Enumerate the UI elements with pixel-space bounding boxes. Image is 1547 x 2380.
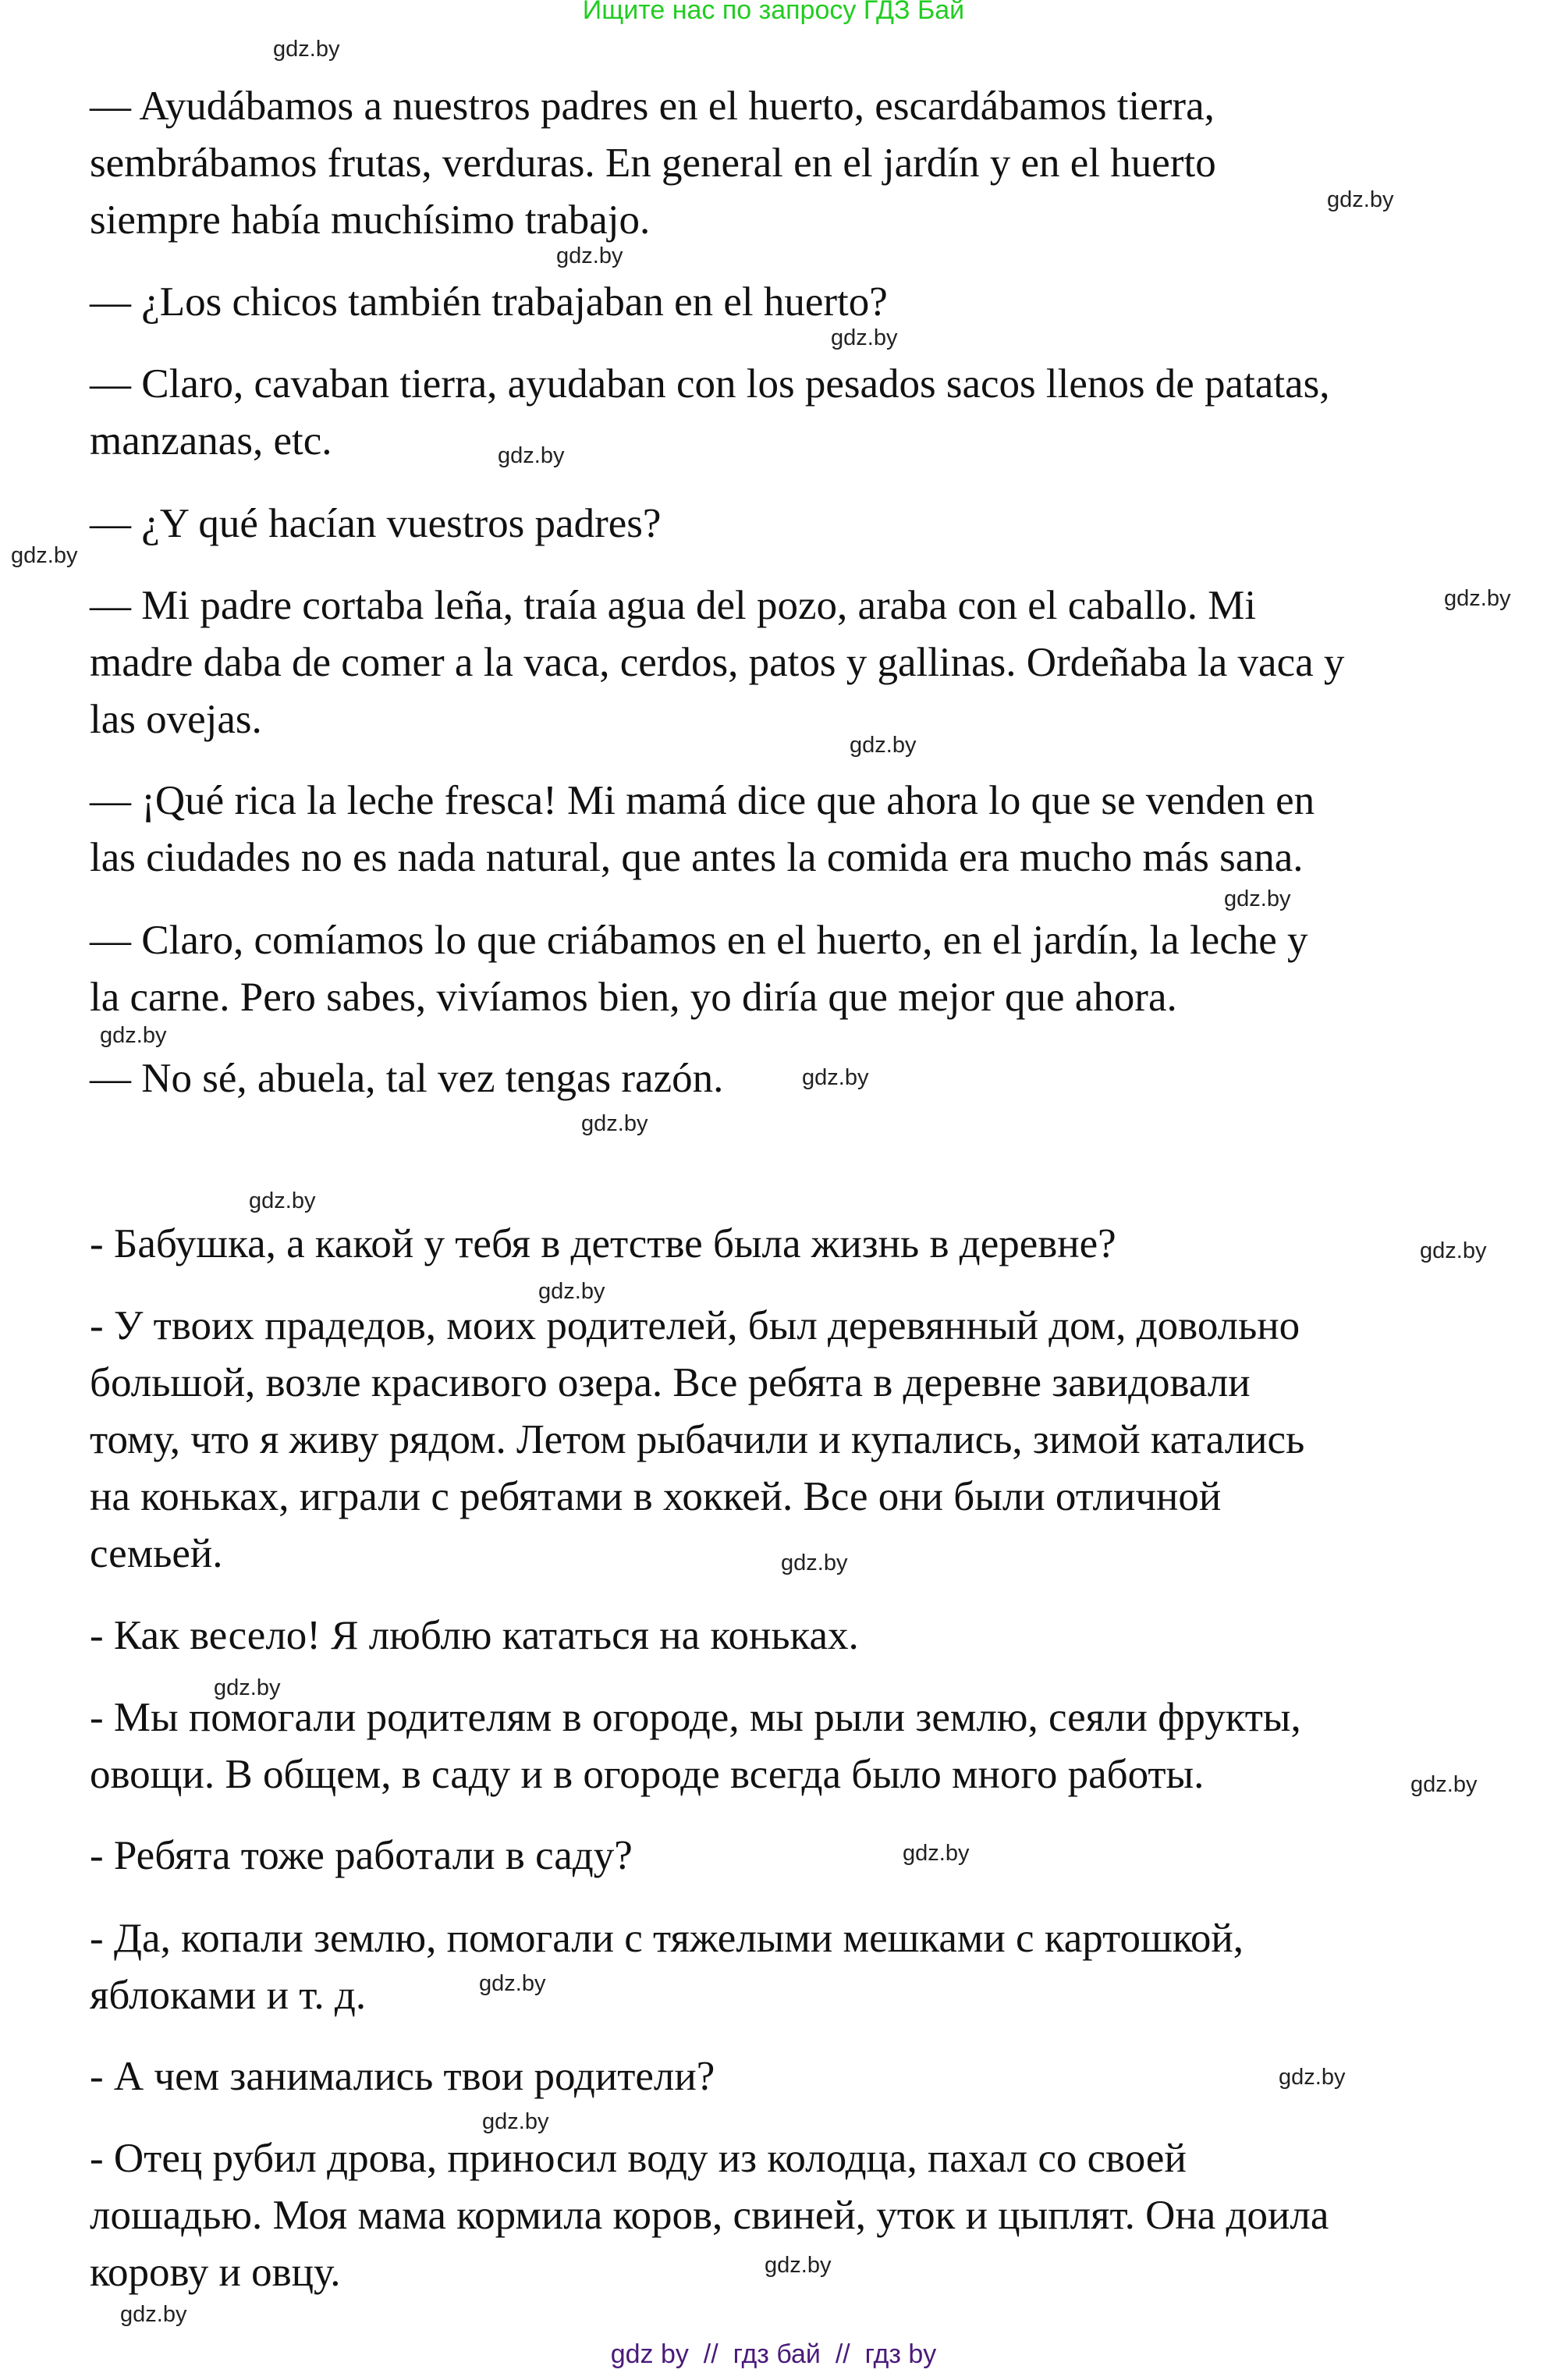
text-line: - А чем занимались твои родители? [90, 2054, 715, 2099]
text-line: — No sé, abuela, tal vez tengas razón. [90, 1056, 724, 1101]
watermark-label: gdz.by [556, 243, 623, 268]
text-line: - Как весело! Я люблю кататься на коньках. [90, 1613, 859, 1658]
text-line: manzanas, etc. [90, 418, 332, 464]
text-line: на коньках, играли с ребятами в хоккей. Все они были отличной [90, 1474, 1222, 1519]
watermark-label: gdz.by [479, 1971, 546, 1996]
watermark-label: gdz.by [831, 325, 898, 350]
text-line: siempre había muchísimo trabajo. [90, 197, 651, 243]
dialogue-paragraph [90, 1050, 723, 1107]
text-line: — Mi padre cortaba leña, traía agua del pozo, araba con el caballo. Mi [90, 583, 1257, 628]
watermark-label: gdz.by [781, 1551, 848, 1575]
dialogue-paragraph [90, 1689, 1301, 1803]
text-line: — ¿Y qué hacían vuestros padres? [90, 501, 662, 546]
dialogue-paragraph [90, 2048, 715, 2105]
watermark-label: gdz.by [1327, 187, 1394, 212]
text-line: - У твоих прадедов, моих родителей, был деревянный дом, довольно [90, 1303, 1300, 1348]
text-line: madre daba de comer a la vaca, cerdos, patos y gallinas. Ordeñaba la vaca y [90, 640, 1345, 685]
dialogue-paragraph [90, 1910, 1244, 2024]
watermark-label: gdz.by [273, 37, 340, 62]
text-line: — Claro, cavaban tierra, ayudaban con los pesados sacos llenos de patatas, [90, 361, 1330, 407]
dialogue-paragraph [90, 496, 661, 552]
dialogue-paragraph [90, 912, 1308, 1026]
text-line: las ovejas. [90, 697, 262, 742]
text-line: лошадью. Моя мама кормила коров, свиней, уток и цыплят. Она доила [90, 2193, 1329, 2238]
watermark-label: gdz.by [1279, 2065, 1346, 2090]
watermark-label: gdz.by [11, 543, 78, 568]
text-line: - Мы помогали родителям в огороде, мы рыли землю, сеяли фрукты, [90, 1695, 1301, 1740]
text-line: — ¡Qué rica la leche fresca! Mi mamá dice que ahora lo que se venden en [90, 778, 1315, 823]
text-line: яблоками и т. д. [90, 1973, 367, 2018]
watermark-label: gdz.by [581, 1111, 648, 1136]
text-line: овощи. В общем, в саду и в огороде всегда было много работы. [90, 1752, 1205, 1797]
text-line: la carne. Pero sabes, vivíamos bien, yo diría que mejor que ahora. [90, 975, 1177, 1020]
watermark-label: gdz.by [498, 443, 565, 468]
dialogue-paragraph [90, 2130, 1329, 2301]
watermark-label: gdz.by [538, 1279, 605, 1304]
text-line: - Ребята тоже работали в саду? [90, 1833, 633, 1878]
dialogue-paragraph [90, 773, 1315, 886]
text-line: семьей. [90, 1531, 223, 1576]
watermark-label: gdz.by [120, 2302, 187, 2327]
dialogue-paragraph [90, 1298, 1304, 1583]
watermark-label: gdz.by [100, 1023, 167, 1048]
watermark-label: gdz.by [1420, 1238, 1487, 1263]
text-line: las ciudades no es nada natural, que antes la comida era mucho más sana. [90, 835, 1304, 880]
dialogue-paragraph [90, 356, 1329, 470]
watermark-label: gdz.by [765, 2253, 832, 2278]
footer-links[interactable]: gdz by // гдз бай // гдз by [610, 2339, 937, 2369]
dialogue-paragraph [90, 78, 1216, 249]
watermark-label: gdz.by [802, 1065, 869, 1090]
watermark-label: gdz.by [903, 1841, 970, 1866]
watermark-label: gdz.by [1410, 1772, 1478, 1797]
watermark-label: gdz.by [850, 733, 917, 758]
text-line: — ¿Los chicos también trabajaban en el huerto? [90, 279, 888, 325]
watermark-label: gdz.by [1444, 586, 1511, 611]
text-line: — Claro, comíamos lo que criábamos en el huerto, en el jardín, la leche y [90, 918, 1308, 963]
watermark-label: gdz.by [214, 1675, 281, 1700]
text-line: - Бабушка, а какой у тебя в детстве была жизнь в деревне? [90, 1221, 1116, 1266]
text-line: - Отец рубил дрова, приносил воду из колодца, пахал со своей [90, 2136, 1187, 2181]
dialogue-paragraph [90, 577, 1344, 748]
text-line: тому, что я живу рядом. Летом рыбачили и купались, зимой катались [90, 1417, 1305, 1462]
text-line: большой, возле красивого озера. Все ребята в деревне завидовали [90, 1360, 1251, 1405]
dialogue-paragraph [90, 1607, 859, 1664]
text-line: - Да, копали землю, помогали с тяжелыми мешками с картошкой, [90, 1916, 1244, 1961]
watermark-label: gdz.by [249, 1188, 316, 1213]
dialogue-paragraph [90, 1828, 633, 1884]
text-line: корову и овцу. [90, 2250, 341, 2295]
dialogue-paragraph [90, 274, 888, 331]
search-hint-banner: Ищите нас по запросу ГДЗ Бай [582, 0, 965, 25]
watermark-label: gdz.by [1224, 886, 1291, 911]
text-line: sembrábamos frutas, verduras. En general en el jardín y en el huerto [90, 140, 1216, 186]
text-line: — Ayudábamos a nuestros padres en el huerto, escardábamos tierra, [90, 83, 1215, 129]
dialogue-paragraph [90, 1216, 1116, 1273]
watermark-label: gdz.by [482, 2109, 549, 2134]
